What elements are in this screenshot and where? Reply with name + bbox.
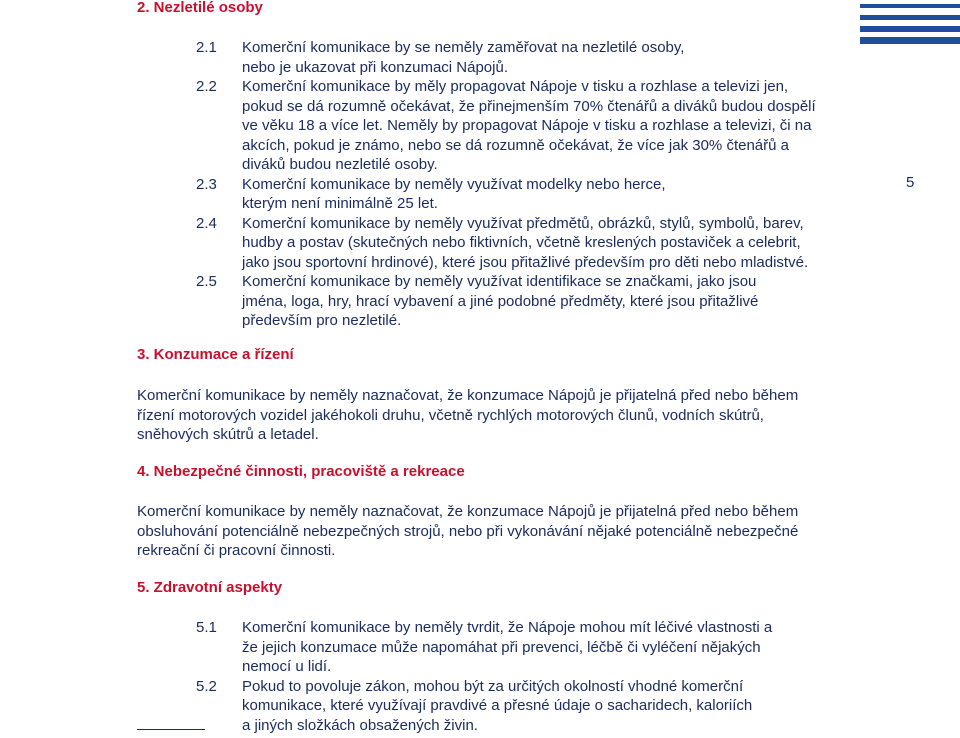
stripe [860,26,960,32]
item-number: 5.2 [196,677,217,695]
section-3-heading: 3. Konzumace a řízení [137,346,294,363]
section-5-heading: 5. Zdravotní aspekty [137,579,283,596]
item-text: Komerční komunikace by neměly tvrdit, že Nápoje mohou mít léčivé vlastnosti a že jejich konzumace může napomáhat při prevenci, léčbě či vyléčení nějakých nemocí u lidí. [242,619,773,675]
item-number: 2.5 [196,273,217,290]
list-item [196,77,836,175]
item-text: Pokud to povoluje zákon, mohou být za určitých okolností vhodné komerční komunikace, které využívají pravdivé a přesné údaje o sacharidech, kaloriích a jiných složkách obsažených živin. [242,677,753,734]
list-item [196,38,836,77]
section-4-paragraph: Komerční komunikace by neměly naznačovat, že konzumace Nápojů je přijatelná před nebo během obsluhování potenciálně nebezpečných strojů, nebo při vykonávání nějaké potenciálně nebezpečné rekreační či pracovní činnosti. [137,503,799,559]
list-item [196,618,836,677]
section-3-paragraph: Komerční komunikace by neměly naznačovat, že konzumace Nápojů je přijatelná před nebo během řízení motorových vozidel jakéhokoli druhu, včetně rychlých motorových člunů, vodních skútrů, sněhových skútrů a letadel. [137,387,799,443]
item-number: 5.1 [196,619,217,636]
item-number: 2.1 [196,39,217,56]
list-item [196,272,836,331]
item-text: Komerční komunikace by měly propagovat Nápoje v tisku a rozhlase a televizi jen, pokud se dá rozumně očekávat, že přinejmenším 70% čtenářů a diváků budou dospělí ve věku 18 a více let. Neměly by propagovat Nápoje v tisku a rozhlase a televizi, či na akcích, pokud je známo, nebo se dá rozumně očekávat, že více jak 30% čtenářů a diváků budou nezletilé osoby. [242,78,816,173]
item-text: Komerční komunikace by neměly využívat identifikace se značkami, jako jsou jména, loga, hry, hrací vybavení a jiné podobné předměty, které jsou přitažlivé především pro nezletilé. [242,273,759,329]
stripe [860,37,960,44]
stripe [860,4,960,8]
item-text: Komerční komunikace by se neměly zaměřovat na nezletilé osoby, nebo je ukazovat při konzumaci Nápojů. [242,39,685,76]
item-number: 2.3 [196,175,217,193]
list-item [196,677,836,736]
list-item [196,214,836,273]
stripe [860,15,960,20]
section-2-heading: 2. Nezletilé osoby [137,0,263,16]
item-text: Komerční komunikace by neměly využívat modelky nebo herce, kterým není minimálně 25 let. [242,175,666,212]
page-number: 5 [906,174,915,191]
item-number: 2.4 [196,214,217,232]
item-text: Komerční komunikace by neměly využívat předmětů, obrázků, stylů, symbolů, barev, hudby a postav (skutečných nebo fiktivních, včetně kreslených postaviček a celebrit, jako jsou sportovní hrdinové), které jsou přitažlivé především pro děti nebo mladistvé. [242,214,809,271]
footnote-rule [137,729,205,730]
section-2-list [196,38,836,331]
item-number: 2.2 [196,78,217,95]
list-item [196,175,836,214]
section-4-heading: 4. Nebezpečné činnosti, pracoviště a rekreace [137,463,465,480]
section-5-list [196,618,836,735]
